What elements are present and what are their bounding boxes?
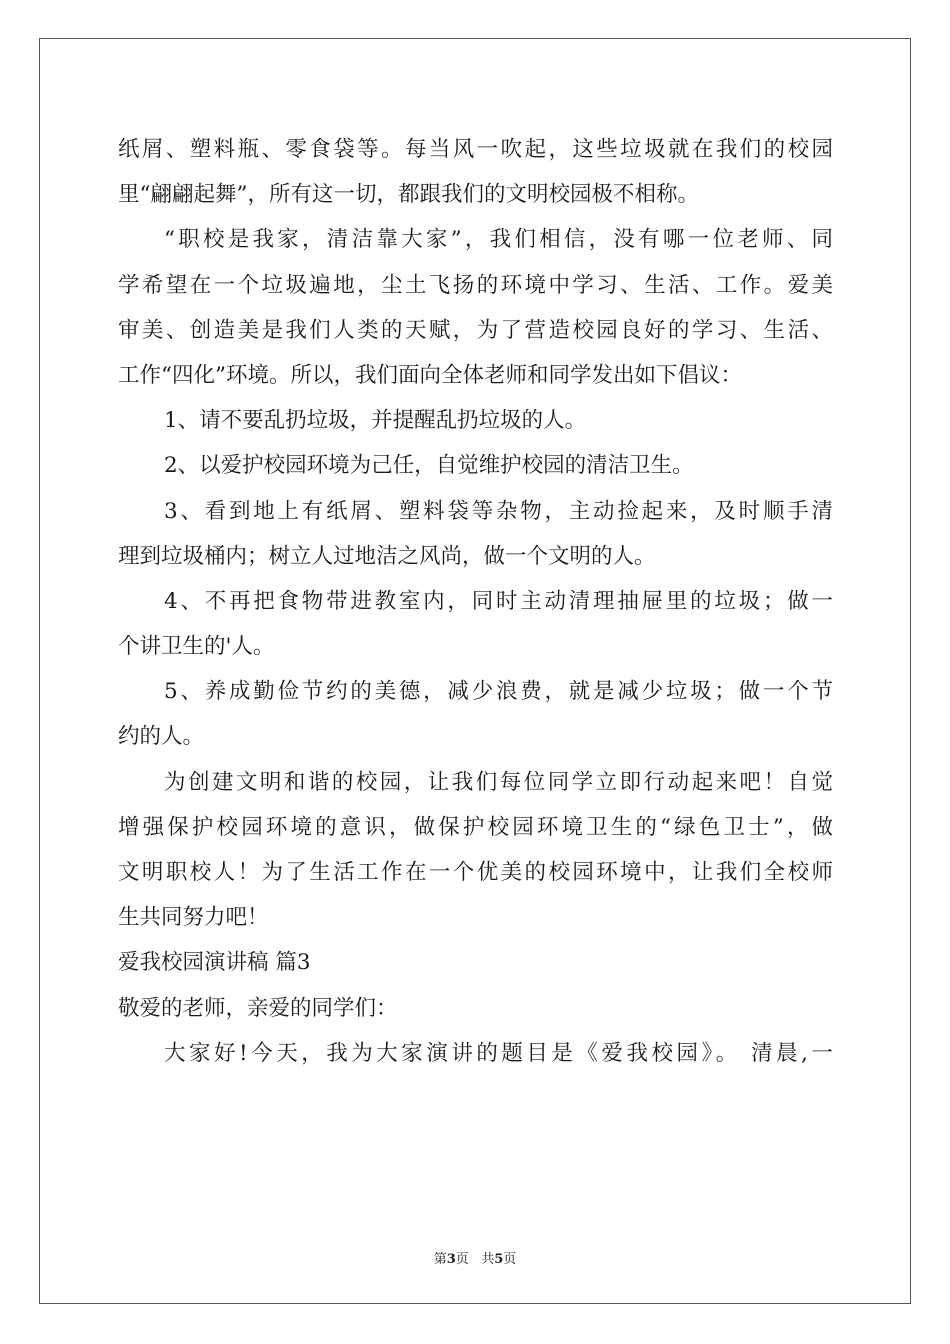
text-line: 理到垃圾桶内；树立人过地洁之风尚，做一个文明的人。 (118, 543, 656, 569)
footer-middle: 页 共 (455, 1252, 495, 1267)
list-item-2: 2、以爱护校园环境为己任，自觉维护校园的清洁卫生。 (164, 453, 694, 479)
list-item-3: 3、看到地上有纸屑、塑料袋等杂物，主动捡起来，及时顺手清 (164, 498, 833, 524)
salutation: 敬爱的老师，亲爱的同学们： (118, 995, 398, 1021)
text-line: 个讲卫生的'人。 (118, 634, 275, 660)
text-line: “职校是我家，清洁靠大家”，我们相信，没有哪一位老师、同 (164, 227, 833, 253)
footer-prefix: 第 (433, 1252, 447, 1267)
page-footer (0, 1248, 950, 1267)
text-line: 里“翩翩起舞”，所有这一切，都跟我们的文明校园极不相称。 (118, 182, 699, 208)
text-line: 生共同努力吧！ (118, 905, 269, 931)
text-line: 为创建文明和谐的校园，让我们每位同学立即行动起来吧！自觉 (164, 769, 833, 795)
list-item-1: 1、请不要乱扔垃圾，并提醒乱扔垃圾的人。 (164, 408, 587, 434)
text-line: 工作“四化”环境。所以，我们面向全体老师和同学发出如下倡议： (118, 362, 742, 388)
text-line: 审美、创造美是我们人类的天赋，为了营造校园良好的学习、生活、 (118, 317, 833, 343)
list-item-4: 4、不再把食物带进教室内，同时主动清理抽屉里的垃圾；做一 (164, 588, 833, 614)
text-line: 约的人。 (118, 724, 205, 750)
total-page-count: 5 (494, 1252, 504, 1267)
text-line: 文明职校人！为了生活工作在一个优美的校园环境中，让我们全校师 (118, 860, 833, 885)
text-line: 增强保护校园环境的意识，做保护校园环境卫生的“绿色卫士”，做 (118, 814, 833, 840)
document-body (118, 127, 833, 1076)
section-heading: 爱我校园演讲稿 篇3 (118, 950, 311, 976)
current-page-number: 3 (446, 1252, 456, 1267)
text-line: 纸屑、塑料瓶、零食袋等。每当风一吹起，这些垃圾就在我们的校园 (118, 137, 833, 162)
footer-suffix: 页 (503, 1252, 517, 1267)
text-line: 学希望在一个垃圾遍地，尘土飞扬的环境中学习、生活、工作。爱美 (118, 272, 833, 298)
text-line: 大家好!今天，我为大家演讲的题目是《爱我校园》。 清晨,一 (164, 1040, 833, 1066)
list-item-5: 5、养成勤俭节约的美德，减少浪费，就是减少垃圾；做一个节 (164, 679, 833, 705)
